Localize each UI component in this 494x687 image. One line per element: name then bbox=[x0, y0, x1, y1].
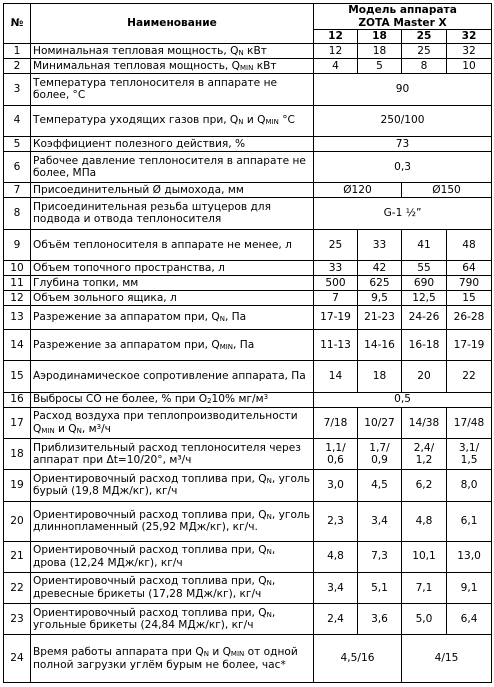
row-number: 17 bbox=[4, 407, 31, 438]
row-value: 17-19 bbox=[447, 329, 492, 360]
row-value: 1,1/ 0,6 bbox=[314, 438, 358, 469]
row-number: 4 bbox=[4, 105, 31, 136]
row-value: 48 bbox=[447, 229, 492, 260]
row-value: 1,7/ 0,9 bbox=[358, 438, 402, 469]
table-row bbox=[4, 136, 492, 151]
row-value: 33 bbox=[358, 229, 402, 260]
row-value: 3,0 bbox=[314, 470, 358, 501]
table-row bbox=[4, 392, 492, 407]
row-number: 22 bbox=[4, 572, 31, 603]
row-number: 20 bbox=[4, 501, 31, 541]
row-value: 10/27 bbox=[358, 407, 402, 438]
row-name: Номинальная тепловая мощность, $Q_N$ кВт bbox=[31, 44, 314, 59]
row-number: 5 bbox=[4, 136, 31, 151]
row-value: 17/48 bbox=[447, 407, 492, 438]
row-number: 13 bbox=[4, 306, 31, 330]
model-title: Модель аппарата bbox=[348, 4, 457, 16]
row-value: 20 bbox=[402, 361, 447, 392]
row-number: 8 bbox=[4, 198, 31, 229]
row-value: 7 bbox=[314, 291, 358, 306]
table-row bbox=[4, 635, 492, 683]
row-value: 10 bbox=[447, 59, 492, 74]
table-row bbox=[4, 470, 492, 501]
row-value: 12,5 bbox=[402, 291, 447, 306]
row-value: 6,4 bbox=[447, 604, 492, 635]
row-value: 3,4 bbox=[314, 572, 358, 603]
row-value: 18 bbox=[358, 44, 402, 59]
col-header-model bbox=[314, 4, 492, 30]
row-value-all-models: G-1 ½” bbox=[314, 198, 492, 229]
row-name: Коэффициент полезного действия, % bbox=[31, 136, 314, 151]
row-value: 2,4 bbox=[314, 604, 358, 635]
row-name: Глубина топки, мм bbox=[31, 276, 314, 291]
row-number: 24 bbox=[4, 635, 31, 683]
row-name: Объем топочного пространства, л bbox=[31, 260, 314, 275]
row-value: 14/38 bbox=[402, 407, 447, 438]
model-32-header: 32 bbox=[447, 30, 492, 44]
row-value: 690 bbox=[402, 276, 447, 291]
row-value-all-models: 250/100 bbox=[314, 105, 492, 136]
row-name: Аэродинамическое сопротивление аппарата, Па bbox=[31, 361, 314, 392]
row-name: Температура теплоносителя в аппарате не более, °С bbox=[31, 74, 314, 105]
row-number: 21 bbox=[4, 541, 31, 572]
row-value: 3,1/ 1,5 bbox=[447, 438, 492, 469]
table-row bbox=[4, 74, 492, 105]
row-name: Ориентировочный расход топлива при, $Q_N$, древесные брикеты (17,28 МДж/кг), кг/ч bbox=[31, 572, 314, 603]
row-name: Ориентировочный расход топлива при, $Q_N$, угольные брикеты (24,84 МДж/кг), кг/ч bbox=[31, 604, 314, 635]
row-value: 4 bbox=[314, 59, 358, 74]
row-name: Объем зольного ящика, л bbox=[31, 291, 314, 306]
table-row bbox=[4, 604, 492, 635]
row-name: Ориентировочный расход топлива при, $Q_N$, уголь бурый (19,8 МДж/кг), кг/ч bbox=[31, 470, 314, 501]
table-row bbox=[4, 329, 492, 360]
row-value: 4,8 bbox=[314, 541, 358, 572]
row-value: 32 bbox=[447, 44, 492, 59]
row-number: 15 bbox=[4, 361, 31, 392]
spec-table-body bbox=[4, 44, 492, 683]
row-number: 23 bbox=[4, 604, 31, 635]
row-value: 790 bbox=[447, 276, 492, 291]
table-row bbox=[4, 438, 492, 469]
row-value: 22 bbox=[447, 361, 492, 392]
table-row bbox=[4, 198, 492, 229]
row-value: 3,6 bbox=[358, 604, 402, 635]
row-value: 4,8 bbox=[402, 501, 447, 541]
table-row bbox=[4, 306, 492, 330]
row-value: 10,1 bbox=[402, 541, 447, 572]
row-name: Температура уходящих газов при, $Q_N$ и $Q_{MIN}$ °С bbox=[31, 105, 314, 136]
row-value: 25 bbox=[402, 44, 447, 59]
row-value-all-models: 0,5 bbox=[314, 392, 492, 407]
table-row bbox=[4, 44, 492, 59]
row-name: Присоединительный Ø дымохода, мм bbox=[31, 183, 314, 198]
row-value: 500 bbox=[314, 276, 358, 291]
row-value: 17-19 bbox=[314, 306, 358, 330]
row-value: 64 bbox=[447, 260, 492, 275]
row-value: 21-23 bbox=[358, 306, 402, 330]
row-value: 14-16 bbox=[358, 329, 402, 360]
row-name: Приблизительный расход теплоносителя через аппарат при Δt=10/20°, м³/ч bbox=[31, 438, 314, 469]
row-number: 6 bbox=[4, 151, 31, 182]
row-number: 9 bbox=[4, 229, 31, 260]
row-value: 3,4 bbox=[358, 501, 402, 541]
col-header-name: Наименование bbox=[31, 4, 314, 44]
row-name: Расход воздуха при теплопроизводительности $Q_{MIN}$ и $Q_N$, $м^3/ч$ bbox=[31, 407, 314, 438]
row-value: 8 bbox=[402, 59, 447, 74]
row-name: Объём теплоносителя в аппарате не менее, л bbox=[31, 229, 314, 260]
table-row bbox=[4, 572, 492, 603]
row-value: 42 bbox=[358, 260, 402, 275]
row-value: 5 bbox=[358, 59, 402, 74]
row-value: 625 bbox=[358, 276, 402, 291]
row-number: 16 bbox=[4, 392, 31, 407]
table-row bbox=[4, 183, 492, 198]
table-row bbox=[4, 407, 492, 438]
row-name: Выбросы СО не более, % при $О_210\%$ $мг/м^3$ bbox=[31, 392, 314, 407]
row-value: 12 bbox=[314, 44, 358, 59]
row-value: 41 bbox=[402, 229, 447, 260]
row-value: 5,0 bbox=[402, 604, 447, 635]
row-value-pair: Ø150 bbox=[402, 183, 492, 198]
row-value: 14 bbox=[314, 361, 358, 392]
table-row bbox=[4, 229, 492, 260]
row-number: 1 bbox=[4, 44, 31, 59]
row-number: 7 bbox=[4, 183, 31, 198]
row-value: 9,5 bbox=[358, 291, 402, 306]
model-12-header: 12 bbox=[314, 30, 358, 44]
row-number: 3 bbox=[4, 74, 31, 105]
row-number: 12 bbox=[4, 291, 31, 306]
row-value-pair: Ø120 bbox=[314, 183, 402, 198]
row-value: 7,3 bbox=[358, 541, 402, 572]
row-value: 26-28 bbox=[447, 306, 492, 330]
table-row bbox=[4, 501, 492, 541]
row-value: 7/18 bbox=[314, 407, 358, 438]
row-value-pair: 4/15 bbox=[402, 635, 492, 683]
col-header-num: № bbox=[4, 4, 31, 44]
model-series: ZOTA Master X bbox=[358, 16, 447, 29]
table-row bbox=[4, 59, 492, 74]
row-number: 10 bbox=[4, 260, 31, 275]
table-row bbox=[4, 541, 492, 572]
table-row bbox=[4, 105, 492, 136]
row-value-all-models: 73 bbox=[314, 136, 492, 151]
row-name: Рабочее давление теплоносителя в аппарате не более, МПа bbox=[31, 151, 314, 182]
row-value: 16-18 bbox=[402, 329, 447, 360]
row-value: 13,0 bbox=[447, 541, 492, 572]
row-value-all-models: 0,3 bbox=[314, 151, 492, 182]
table-row bbox=[4, 361, 492, 392]
row-value: 18 bbox=[358, 361, 402, 392]
row-value: 55 bbox=[402, 260, 447, 275]
row-value: 33 bbox=[314, 260, 358, 275]
row-value: 11-13 bbox=[314, 329, 358, 360]
row-number: 19 bbox=[4, 470, 31, 501]
row-value: 2,4/ 1,2 bbox=[402, 438, 447, 469]
row-value: 24-26 bbox=[402, 306, 447, 330]
table-row bbox=[4, 151, 492, 182]
row-value: 4,5 bbox=[358, 470, 402, 501]
row-value: 8,0 bbox=[447, 470, 492, 501]
row-name: Ориентировочный расход топлива при, $Q_N$, уголь длиннопламенный (25,92 МДж/кг), кг/ч. bbox=[31, 501, 314, 541]
row-name: Ориентировочный расход топлива при, $Q_N$, дрова (12,24 МДж/кг), кг/ч bbox=[31, 541, 314, 572]
row-value-pair: 4,5/16 bbox=[314, 635, 402, 683]
row-name: Разрежение за аппаратом при, $Q_N$, Па bbox=[31, 306, 314, 330]
row-value: 2,3 bbox=[314, 501, 358, 541]
row-value: 9,1 bbox=[447, 572, 492, 603]
row-value: 7,1 bbox=[402, 572, 447, 603]
row-number: 2 bbox=[4, 59, 31, 74]
row-name: Разрежение за аппаратом при, $Q_{MIN}$, Па bbox=[31, 329, 314, 360]
model-18-header: 18 bbox=[358, 30, 402, 44]
row-name: Присоединительная резьба штуцеров для подвода и отвода теплоносителя bbox=[31, 198, 314, 229]
row-value: 25 bbox=[314, 229, 358, 260]
row-value: 15 bbox=[447, 291, 492, 306]
row-number: 11 bbox=[4, 276, 31, 291]
row-value: 6,2 bbox=[402, 470, 447, 501]
table-row bbox=[4, 291, 492, 306]
row-name: Минимальная тепловая мощность, $Q_{MIN}$ кВт bbox=[31, 59, 314, 74]
row-number: 18 bbox=[4, 438, 31, 469]
row-value-all-models: 90 bbox=[314, 74, 492, 105]
table-row bbox=[4, 276, 492, 291]
row-value: 5,1 bbox=[358, 572, 402, 603]
row-number: 14 bbox=[4, 329, 31, 360]
row-name: Время работы аппарата при $Q_N$ и $Q_{MIN}$ от одной полной загрузки углём бурым не более, час* bbox=[31, 635, 314, 683]
table-row bbox=[4, 260, 492, 275]
spec-table bbox=[3, 3, 492, 683]
row-value: 6,1 bbox=[447, 501, 492, 541]
model-25-header: 25 bbox=[402, 30, 447, 44]
